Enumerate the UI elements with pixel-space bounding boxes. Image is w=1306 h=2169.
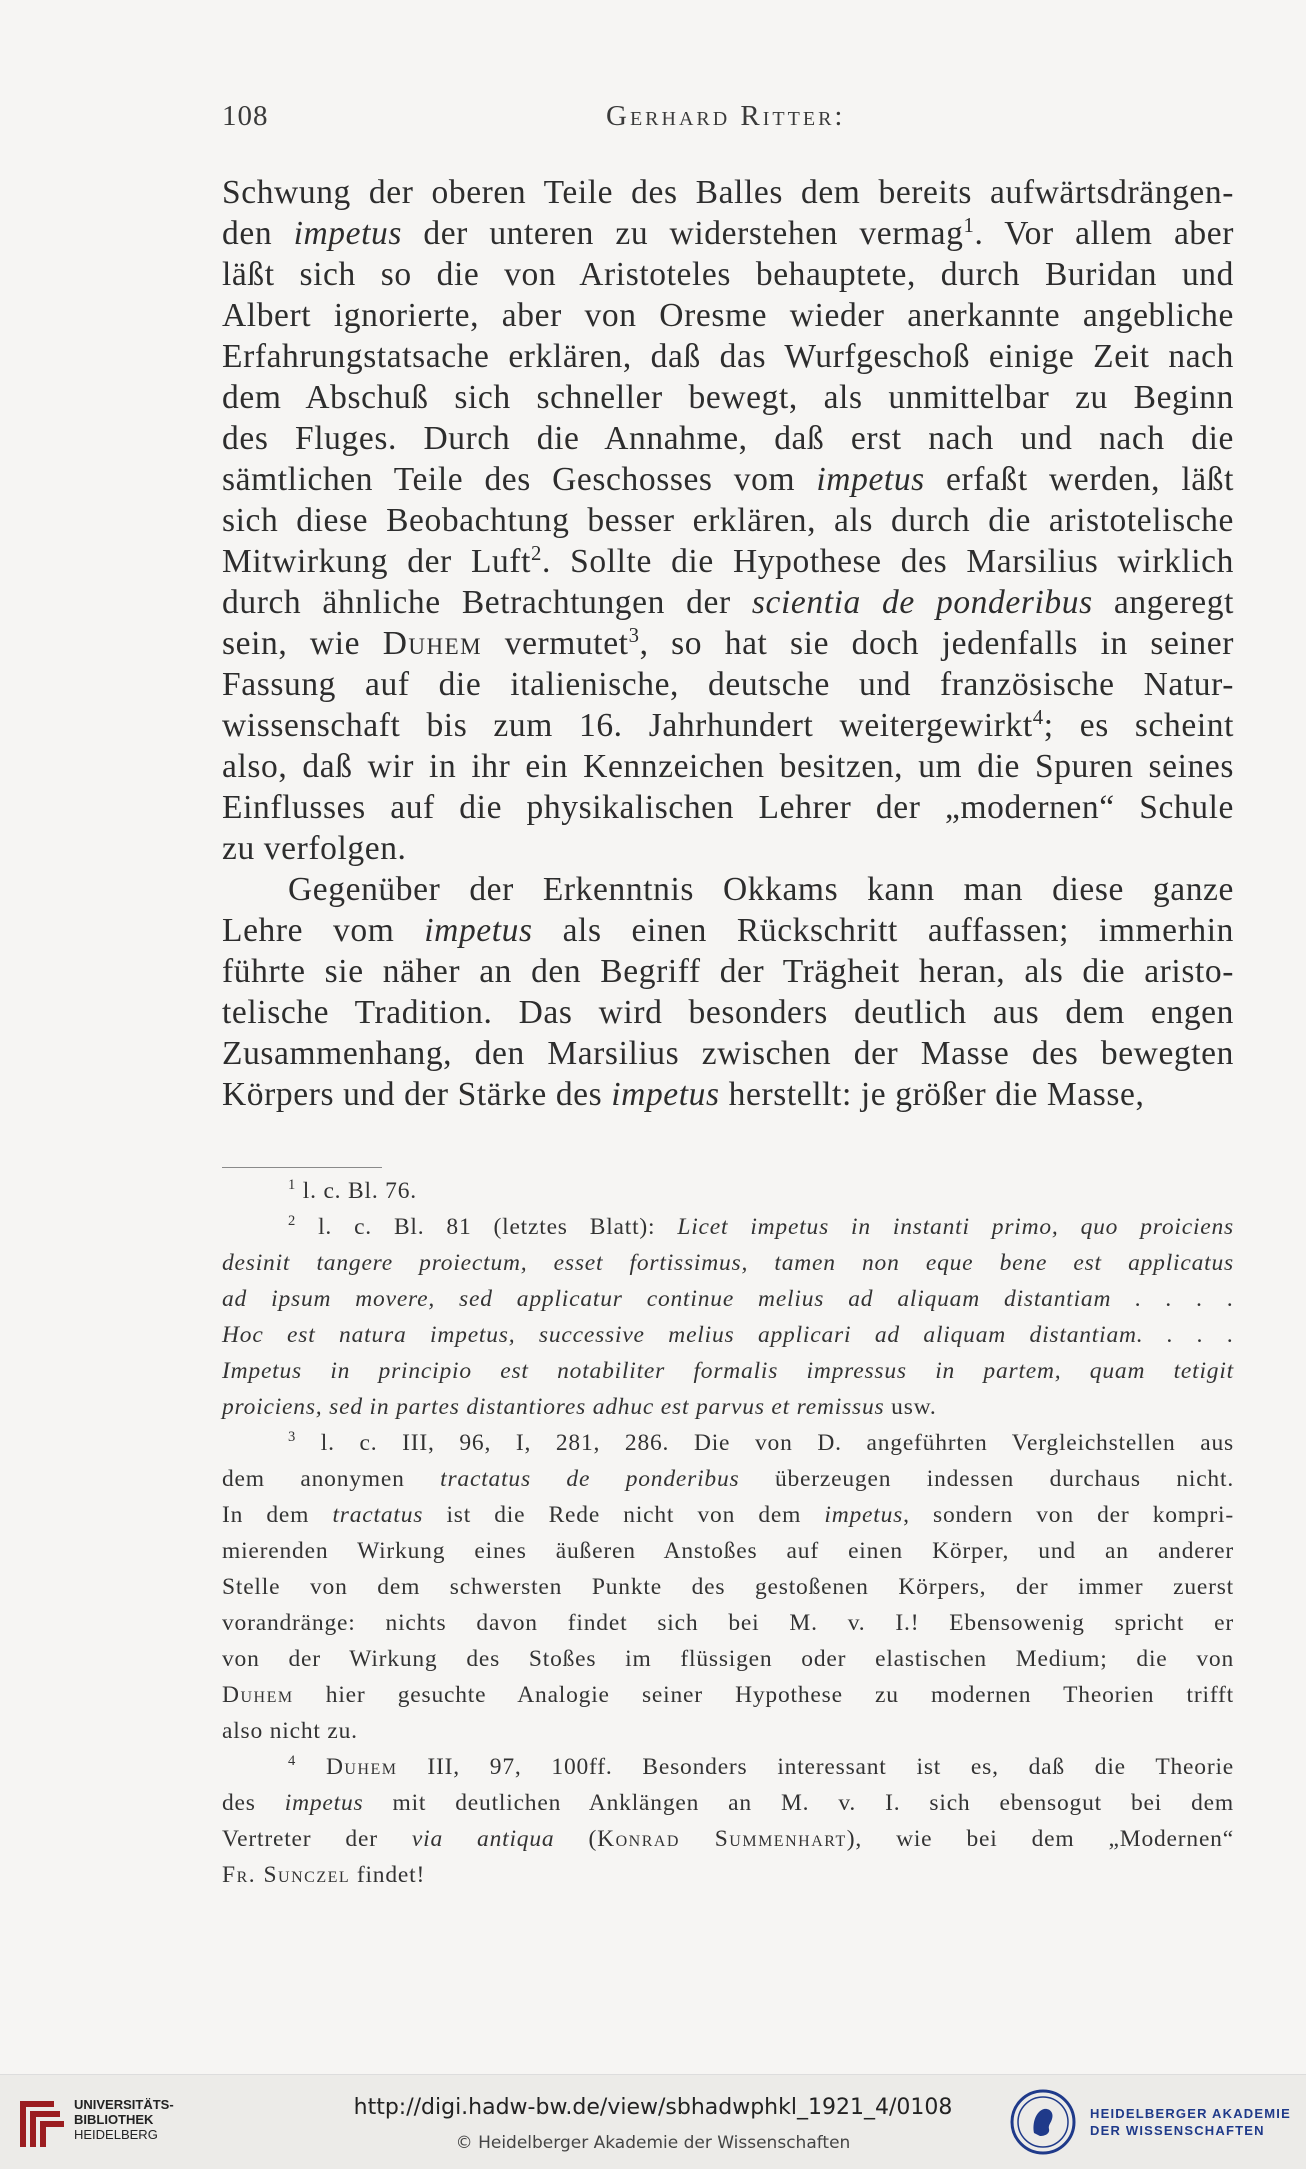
text-line: zu verfolgen. (222, 830, 407, 867)
viewer-footer (0, 2074, 1306, 2169)
footnote (222, 1209, 1234, 1425)
italic-term: impetus (824, 1502, 904, 1528)
footnote-line: von der Wirkung des Stoßes im flüssigen oder elastischen Medium; die von (222, 1646, 1234, 1672)
footnote-line: Fr. Sunczel findet! (222, 1862, 426, 1888)
footnote-separator (222, 1167, 382, 1168)
small-caps-name: Konrad Summenhart (597, 1826, 847, 1852)
text-line: sämtlichen Teile des Geschosses vom impetus erfaßt werden, läßt (222, 461, 1234, 498)
footnote (222, 1425, 1234, 1749)
footnote-line (222, 1281, 1234, 1317)
text-line: Gegenüber der Erkenntnis Okkams kann man diese ganze (288, 871, 1234, 908)
running-head (222, 100, 1236, 140)
paragraph-2 (222, 869, 1234, 1115)
ub-line-3: HEIDELBERG (74, 2127, 158, 2142)
text-line: telische Tradition. Das wird besonders deutlich aus dem engen (222, 994, 1234, 1031)
italic-term: Hoc est natura impetus, successive melius applicari ad aliquam distantiam. . . . (222, 1322, 1234, 1348)
footnote-ref: 1 (963, 213, 975, 237)
text-line: also, daß wir in ihr ein Kennzeichen besitzen, um die Spuren seines (222, 748, 1234, 785)
footnote-line: $^4$ Duhem III, 97, 100ff. Besonders interessant ist es, daß die Theorie (288, 1753, 1235, 1780)
footnotes (222, 1173, 1234, 1893)
text-line: Lehre vom impetus als einen Rückschritt auffassen; immerhin (222, 912, 1234, 949)
text-line: Körpers und der Stärke des impetus herstellt: je größer die Masse, (222, 1076, 1145, 1113)
footnote (222, 1173, 1234, 1209)
footnote-line (222, 1353, 1234, 1389)
footnote-ref: 2 (531, 541, 543, 565)
hak-line-1: HEIDELBERGER AKADEMIE (1090, 2106, 1291, 2121)
permalink-url[interactable]: http://digi.hadw-bw.de/view/sbhadwphkl_1921_4/0108 (353, 2095, 953, 2120)
text-line: Einflusses auf die physikalischen Lehrer der „modernen“ Schule (222, 789, 1234, 826)
text-line: sich diese Beobachtung besser erklären, als durch die aristotelische (222, 502, 1234, 539)
text-line: wissenschaft bis zum 16. Jahrhundert weitergewirkt$^4$; es scheint (222, 705, 1234, 744)
academy-seal-icon (1010, 2089, 1076, 2155)
page-number: 108 (222, 100, 269, 132)
footnote-line (222, 1317, 1234, 1353)
small-caps-name: Fr. Sunczel (222, 1862, 351, 1888)
text-line: durch ähnliche Betrachtungen der scientia de ponderibus angeregt (222, 584, 1234, 621)
italic-term: impetus (284, 1790, 364, 1816)
running-head-author: Gerhard Ritter: (606, 100, 846, 132)
footnote-line: des impetus mit deutlichen Anklängen an M. v. I. sich ebensogut bei dem (222, 1790, 1234, 1816)
text-line: des Fluges. Durch die Annahme, daß erst nach und nach die (222, 420, 1234, 457)
ub-line-2: BIBLIOTHEK (74, 2112, 154, 2127)
footnote-line: $^1$ l. c. Bl. 76. (288, 1177, 417, 1204)
text-line: dem Abschuß sich schneller bewegt, als unmittelbar zu Beginn (222, 379, 1234, 416)
ub-line-1: UNIVERSITÄTS- (74, 2097, 174, 2112)
footnote-line: proiciens, sed in partes distantiores adhuc est parvus et remissus usw. (222, 1394, 937, 1420)
text-line: Schwung der oberen Teile des Balles dem bereits aufwärtsdrängen- (222, 174, 1234, 211)
italic-term: ad ipsum movere, sed applicatur continue melius ad aliquam distantiam . . . . (222, 1286, 1234, 1312)
small-caps-name: Duhem (222, 1682, 294, 1708)
text-line: den impetus der unteren zu widerstehen vermag$^1$. Vor allem aber (222, 213, 1234, 252)
paragraph-1 (222, 172, 1234, 869)
italic-term: via antiqua (411, 1826, 555, 1852)
text-line: sein, wie Duhem vermutet$^3$, so hat sie doch jedenfalls in seiner (222, 623, 1234, 662)
footnote-line: vorandränge: nichts davon findet sich bei M. v. I.! Ebensowenig spricht er (222, 1610, 1234, 1636)
text-line: läßt sich so die von Aristoteles behauptete, durch Buridan und (222, 256, 1234, 293)
footnote-line (222, 1245, 1234, 1281)
footnote-line: Stelle von dem schwersten Punkte des gestoßenen Körpers, der immer zuerst (222, 1574, 1234, 1600)
italic-term: impetus (816, 461, 925, 498)
footnote-line: $^3$ l. c. III, 96, I, 281, 286. Die von D. angeführten Vergleichstellen aus (288, 1429, 1234, 1456)
footnote-ref: 1 (288, 1177, 297, 1194)
footnote-line: Duhem hier gesuchte Analogie seiner Hypothese zu modernen Theorien trifft (222, 1682, 1234, 1708)
footnote (222, 1749, 1234, 1893)
footnote-ref: 4 (288, 1753, 297, 1770)
small-caps-name: Duhem (325, 1754, 398, 1780)
academy-name (1090, 2105, 1291, 2139)
footnote-line: Vertreter der via antiqua (Konrad Summenhart), wie bei dem „Modernen“ (222, 1826, 1234, 1852)
italic-term: impetus (611, 1076, 720, 1113)
footnote-line: dem anonymen tractatus de ponderibus überzeugen indessen durchaus nicht. (222, 1466, 1234, 1492)
footnote-ref: 3 (288, 1429, 297, 1446)
footnote-line: also nicht zu. (222, 1718, 358, 1744)
italic-term: proiciens, sed in partes distantiores adhuc est parvus et remissus (222, 1394, 885, 1420)
copyright-notice: © Heidelberger Akademie der Wissenschaften (455, 2133, 851, 2153)
italic-term: impetus (424, 912, 533, 949)
text-line: Mitwirkung der Luft$^2$. Sollte die Hypothese des Marsilius wirklich (222, 541, 1234, 580)
text-line: Fassung auf die italienische, deutsche und französische Natur- (222, 666, 1234, 703)
text-line: führte sie näher an den Begriff der Trägheit heran, als die aristo- (222, 953, 1234, 990)
footnote-line: $^2$ l. c. Bl. 81 (letztes Blatt): Licet impetus in instanti primo, quo proiciens (288, 1213, 1234, 1240)
body-text (222, 172, 1234, 1115)
italic-term: impetus (293, 215, 402, 252)
italic-term: Impetus in principio est notabiliter formalis impressus in partem, quam tetigit (222, 1358, 1234, 1384)
italic-term: Licet impetus in instanti primo, quo proiciens (677, 1214, 1234, 1240)
small-caps-name: Duhem (382, 625, 483, 662)
footnote-ref: 3 (628, 623, 640, 647)
footnote-ref: 4 (1032, 705, 1044, 729)
footnote-ref: 2 (288, 1213, 297, 1230)
italic-term: desinit tangere proiectum, esset fortissimus, tamen non eque bene est applicatus (222, 1250, 1234, 1276)
text-line: Albert ignorierte, aber von Oresme wieder anerkannte angebliche (222, 297, 1234, 334)
hak-line-2: DER WISSENSCHAFTEN (1090, 2123, 1265, 2138)
italic-term: scientia de ponderibus (751, 584, 1093, 621)
footnote-line: mierenden Wirkung eines äußeren Anstoßes auf einen Körper, und an anderer (222, 1538, 1234, 1564)
footnote-line: In dem tractatus ist die Rede nicht von dem impetus, sondern von der kompri- (222, 1502, 1235, 1528)
text-line: Erfahrungstatsache erklären, daß das Wurfgeschoß einige Zeit nach (222, 338, 1234, 375)
italic-term: tractatus (332, 1502, 424, 1528)
text-line: Zusammenhang, den Marsilius zwischen der Masse des bewegten (222, 1035, 1234, 1072)
italic-term: tractatus de ponderibus (440, 1466, 740, 1492)
